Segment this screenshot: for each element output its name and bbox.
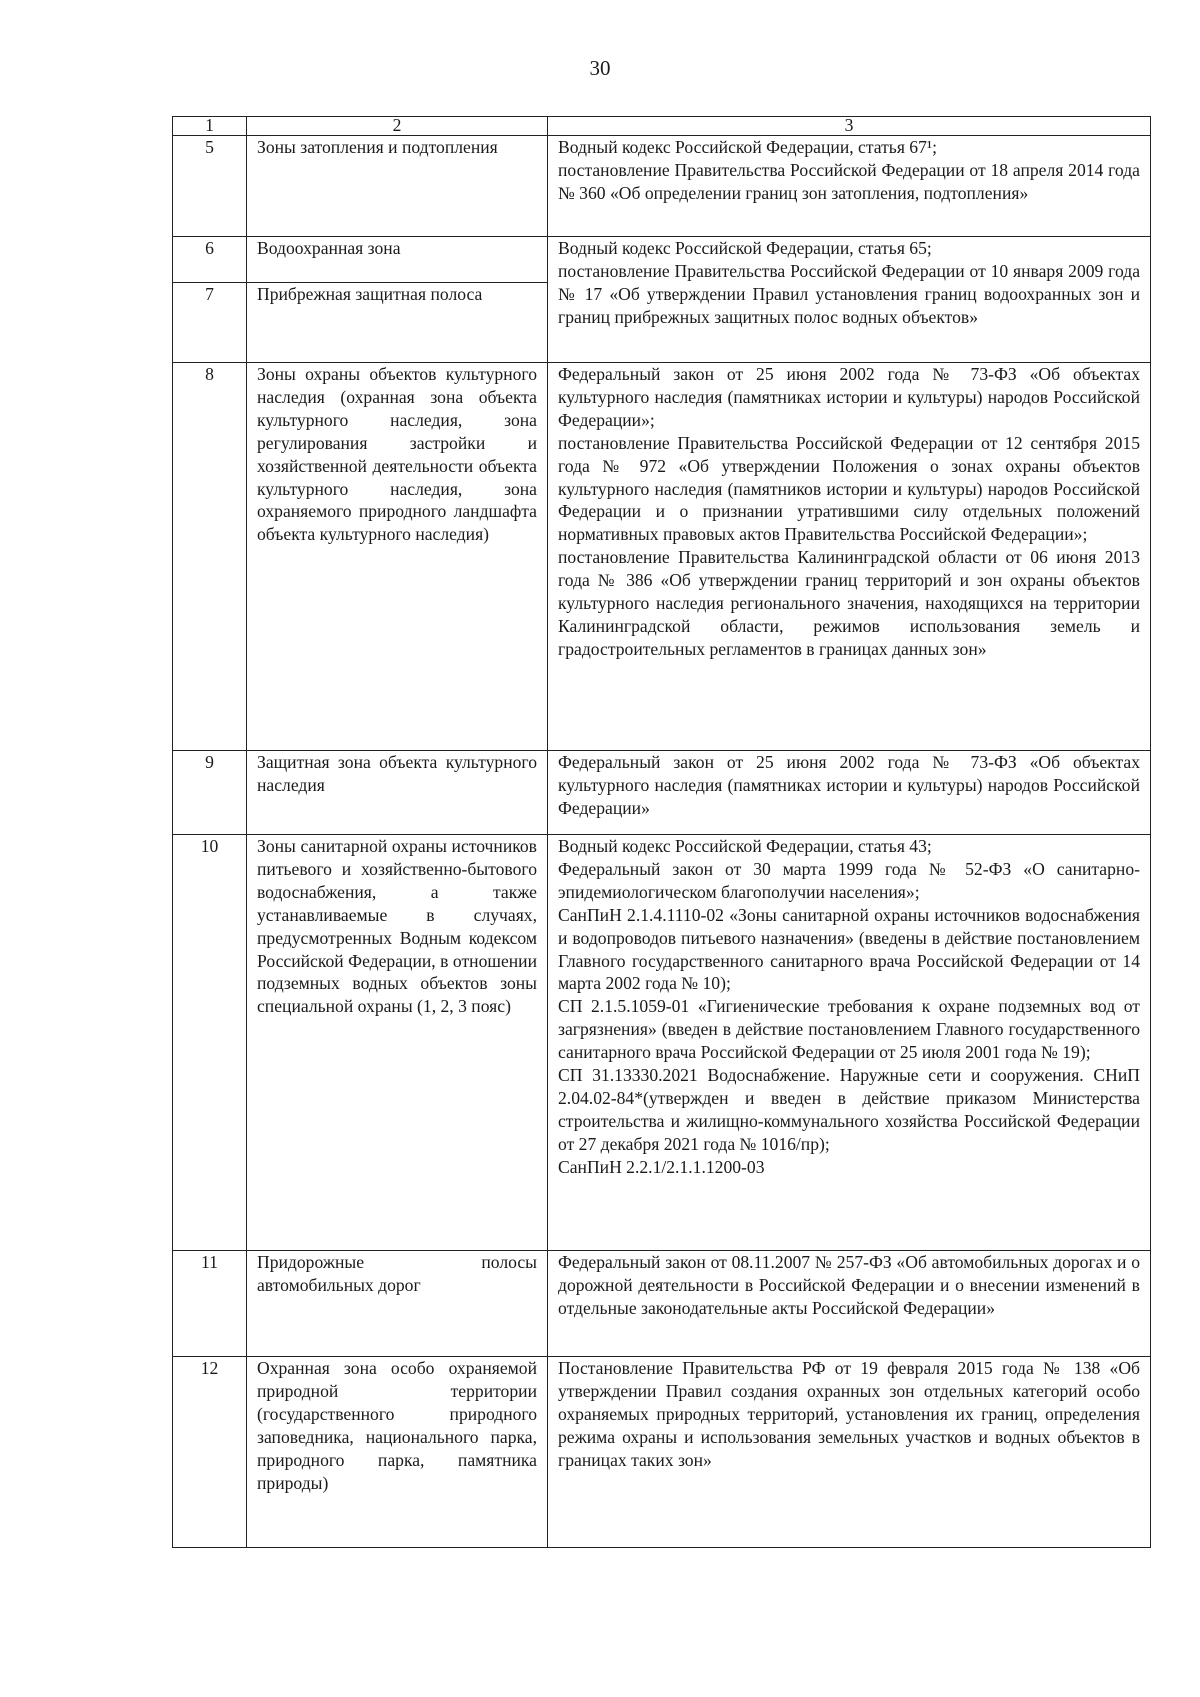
table-row	[173, 363, 1151, 751]
legal-basis-item: СанПиН 2.1.4.1110-02 «Зоны санитарной охраны источников водоснабжения и водопроводов питьевого назначения» (введены в действие постановлением Главного государственного санитарного врача Российской Федерации от 14 марта 2002 года № 10);	[558, 904, 1140, 994]
row-number: 6	[173, 237, 247, 283]
zone-name: Прибрежная защитная полоса	[247, 283, 548, 363]
row-number: 7	[173, 283, 247, 363]
legal-basis-item: Федеральный закон от 08.11.2007 № 257-ФЗ «Об автомобильных дорогах и о дорожной деятельности в Российской Федерации и о внесении изменений в отдельные законодательные акты Российской Федерации»	[558, 1252, 1140, 1318]
table-row	[173, 1357, 1151, 1548]
table-row	[173, 751, 1151, 835]
legal-basis	[548, 363, 1151, 751]
table-row	[173, 1251, 1151, 1357]
page-number: 30	[589, 56, 611, 80]
zones-table	[172, 116, 1151, 1548]
legal-basis	[548, 751, 1151, 835]
column-header: 3	[548, 117, 1151, 136]
row-number: 12	[173, 1357, 247, 1548]
legal-basis-item: постановление Правительства Российской Федерации от 12 сентября 2015 года № 972 «Об утверждении Положения о зонах охраны объектов культурного наследия (памятников истории и культуры) народов Российской Федерации и о признании утратившими силу отдельных положений нормативных правовых актов Правительства Российской Федерации»;	[558, 432, 1140, 545]
row-number: 8	[173, 363, 247, 751]
zone-name: Охранная зона особо охраняемой природной территории (государственного природного заповедника, национального парка, природного парка, памятника природы)	[247, 1357, 548, 1548]
zone-name: Зоны санитарной охраны источников питьевого и хозяйственно-бытового водоснабжения, а также устанавливаемые в случаях, предусмотренных Водным кодексом Российской Федерации, в отношении подземных водных объектов зоны специальной охраны (1, 2, 3 пояс)	[247, 835, 548, 1251]
legal-basis-item: постановление Правительства Российской Федерации от 18 апреля 2014 года № 360 «Об определении границ зон затопления, подтопления»	[558, 159, 1140, 203]
legal-basis-item: Федеральный закон от 25 июня 2002 года № 73-ФЗ «Об объектах культурного наследия (памятниках истории и культуры) народов Российской Федерации»;	[558, 364, 1140, 430]
table-header-row	[173, 117, 1151, 136]
zone-name: Зоны охраны объектов культурного наследия (охранная зона объекта культурного наследия, зона регулирования застройки и хозяйственной деятельности объекта культурного наследия, зона охраняемого природного ландшафта объекта культурного наследия)	[247, 363, 548, 751]
table-row	[173, 136, 1151, 237]
legal-basis	[548, 1251, 1151, 1357]
legal-basis-item: Федеральный закон от 30 марта 1999 года № 52-ФЗ «О санитарно-эпидемиологическом благополучии населения»;	[558, 858, 1140, 902]
legal-basis	[548, 1357, 1151, 1548]
legal-basis	[548, 835, 1151, 1251]
zone-name: Зоны затопления и подтопления	[247, 136, 548, 237]
column-header: 2	[247, 117, 548, 136]
row-number: 10	[173, 835, 247, 1251]
legal-basis-item: СП 2.1.5.1059-01 «Гигиенические требования к охране подземных вод от загрязнения» (введен в действие постановлением Главного государственного санитарного врача Российской Федерации от 25 июля 2001 года № 19);	[558, 996, 1140, 1063]
column-header: 1	[173, 117, 247, 136]
zone-name: Защитная зона объекта культурного наследия	[247, 751, 548, 835]
legal-basis	[548, 237, 1151, 363]
legal-basis-item: постановление Правительства Российской Федерации от 10 января 2009 года № 17 «Об утверждении Правил установления границ водоохранных зон и границ прибрежных защитных полос водных объектов»	[558, 260, 1140, 327]
legal-basis-item: СП 31.13330.2021 Водоснабжение. Наружные сети и сооружения. СНиП 2.04.02-84*(утвержден и введен в действие приказом Министерства строительства и жилищно-коммунального хозяйства Российской Федерации от 27 декабря 2021 года № 1016/пр);	[558, 1065, 1140, 1154]
row-number: 11	[173, 1251, 247, 1357]
legal-basis-item: Федеральный закон от 25 июня 2002 года № 73-ФЗ «Об объектах культурного наследия (памятниках истории и культуры) народов Российской Федерации»	[558, 752, 1140, 818]
row-number: 9	[173, 751, 247, 835]
legal-basis-item: Водный кодекс Российской Федерации, статья 43;	[558, 836, 932, 856]
row-number: 5	[173, 136, 247, 237]
zone-name: Придорожные полосы автомобильных дорог	[247, 1251, 548, 1357]
table-row	[173, 237, 1151, 283]
zone-name: Водоохранная зона	[247, 237, 548, 283]
legal-basis-item: постановление Правительства Калининградской области от 06 июня 2013 года № 386 «Об утверждении границ территорий и зон охраны объектов культурного наследия регионального значения, находящихся на территории Калининградской области, режимов использования земель и градостроительных регламентов в границах данных зон»	[558, 547, 1140, 659]
legal-basis-item: Постановление Правительства РФ от 19 февраля 2015 года № 138 «Об утверждении Правил создания охранных зон отдельных категорий особо охраняемых природных территорий, установления их границ, определения режима охраны и использования земельных участков и водных объектов в границах таких зон»	[558, 1358, 1140, 1470]
table-row	[173, 835, 1151, 1251]
legal-basis-item: Водный кодекс Российской Федерации, статья 67¹;	[558, 137, 938, 157]
legal-basis-item: СанПиН 2.2.1/2.1.1.1200-03	[558, 1156, 765, 1177]
legal-basis	[548, 136, 1151, 237]
legal-basis-item: Водный кодекс Российской Федерации, статья 65;	[558, 238, 932, 258]
